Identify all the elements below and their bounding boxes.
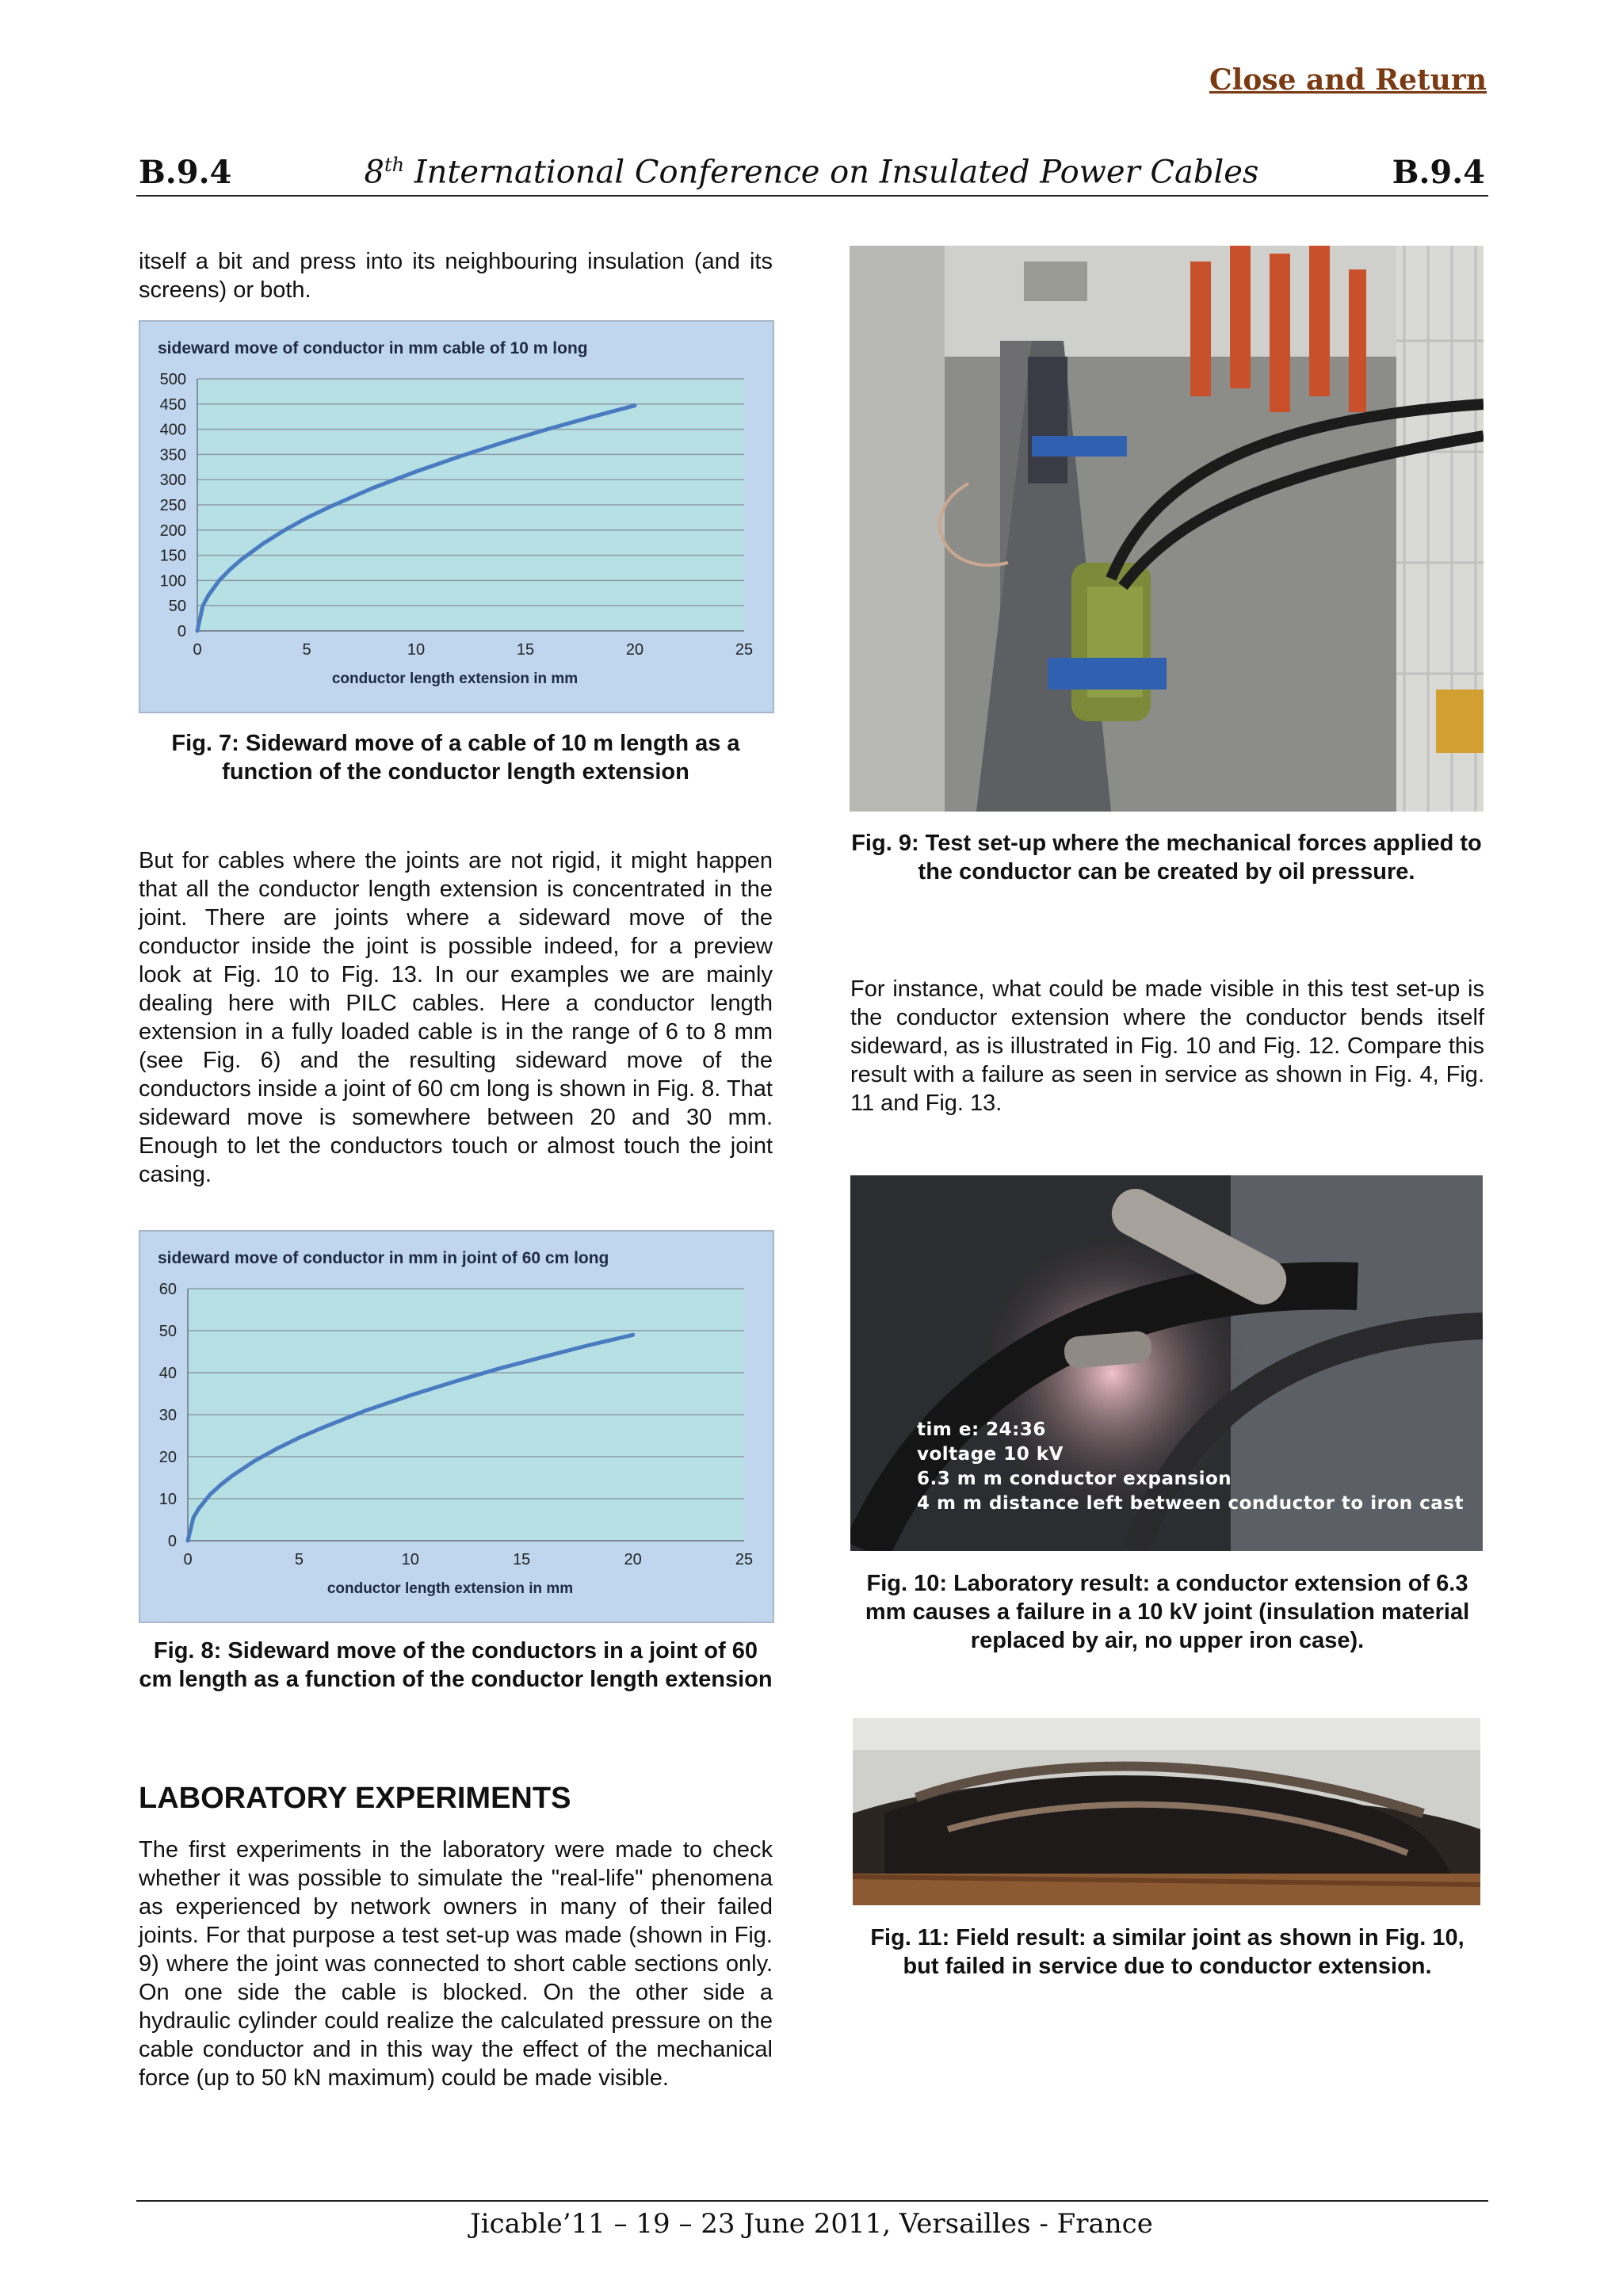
section-heading: LABORATORY EXPERIMENTS	[139, 1782, 571, 1815]
y-tick-label: 400	[159, 421, 186, 439]
x-axis-label: conductor length extension in mm	[327, 1580, 574, 1597]
close-and-return-link[interactable]: Close and Return	[1209, 63, 1487, 97]
x-tick-label: 10	[401, 1551, 419, 1568]
x-tick-label: 15	[516, 641, 535, 659]
title-rest: International Conference on Insulated Power Cables	[404, 154, 1259, 191]
fig7-caption: Fig. 7: Sideward move of a cable of 10 m length as a function of the conductor length extension	[171, 731, 740, 785]
footer-conference-info: Jicable’11 – 19 – 23 June 2011, Versailles - France	[470, 2208, 1153, 2240]
title-ordinal-suffix: th	[384, 154, 405, 176]
title-ordinal: 8	[364, 154, 384, 191]
y-tick-label: 150	[159, 547, 186, 565]
y-tick-label: 0	[167, 1533, 177, 1550]
chart-title: sideward move of conductor in mm cable of 10 m long	[158, 339, 588, 357]
x-tick-label: 10	[407, 641, 426, 659]
fig7-chart	[139, 320, 774, 713]
fig8-chart-svg	[140, 1232, 773, 1622]
overlay-voltage: voltage 10 kV	[917, 1444, 1064, 1465]
header-conference-title	[0, 154, 1623, 190]
fig10-photo	[850, 1175, 1483, 1551]
x-tick-label: 20	[625, 641, 644, 659]
x-tick-label: 20	[624, 1551, 642, 1568]
fig11-photo	[853, 1718, 1480, 1905]
y-tick-label: 300	[159, 472, 186, 490]
overlay-expansion: 6.3 m m conductor expansion	[917, 1469, 1232, 1489]
y-tick-label: 250	[159, 497, 186, 514]
overlay-time: tim e: 24:36	[917, 1419, 1046, 1440]
chart-title: sideward move of conductor in mm in joint of 60 cm long	[158, 1249, 609, 1267]
fig7-chart-svg	[140, 322, 773, 712]
y-tick-label: 40	[158, 1365, 177, 1382]
fig11-caption: Fig. 11: Field result: a similar joint as shown in Fig. 10, but failed in service due to conductor extension.	[870, 1925, 1465, 1979]
header-divider	[136, 195, 1488, 197]
paragraph-laboratory: The first experiments in the laboratory were made to check whether it was possible to simulate the "real-life" phenomena as experienced by network owners in many of their failed joints. For that purpose a test set-up was made (shown in Fig. 9) where the joint was connected to short cable sections only. On one side the cable is blocked. On the other side a hydraulic cylinder could realize the calculated pressure on the cable conductor and in this way the effect of the mechanical force (up to 50 kN maximum) could be made visible.	[139, 1837, 773, 2091]
x-tick-label: 15	[513, 1551, 531, 1568]
x-tick-label: 0	[193, 641, 202, 659]
paragraph-continued: itself a bit and press into its neighbouring insulation (and its screens) or both.	[139, 249, 773, 303]
y-tick-label: 450	[159, 395, 186, 414]
header-code-right: B.9.4	[1392, 154, 1485, 191]
fig10-caption: Fig. 10: Laboratory result: a conductor extension of 6.3 mm causes a failure in a 10 kV joint (insulation material replaced by air, no upper iron case).	[865, 1571, 1470, 1653]
footer-divider	[136, 2200, 1488, 2202]
fig11-field-failure-image	[853, 1718, 1480, 1905]
header-code-left: B.9.4	[139, 154, 232, 191]
y-tick-label: 500	[159, 371, 186, 388]
y-tick-label: 30	[158, 1407, 177, 1424]
y-tick-label: 0	[177, 623, 186, 640]
y-tick-label: 50	[158, 1323, 177, 1340]
fig8-chart	[139, 1230, 774, 1623]
fig10-overlay-text	[917, 1418, 1464, 1516]
x-tick-label: 25	[735, 1551, 754, 1568]
paragraph-for-instance: For instance, what could be made visible in this test set-up is the conductor extension where the conductor bends itself sideward, as is illustrated in Fig. 10 and Fig. 12. Compare this result with a failure as seen in service as shown in Fig. 4, Fig. 11 and Fig. 13.	[850, 976, 1484, 1116]
y-tick-label: 350	[159, 446, 186, 464]
y-tick-label: 20	[158, 1449, 177, 1466]
overlay-distance: 4 m m distance left between conductor to iron cast	[917, 1493, 1464, 1514]
x-tick-label: 0	[183, 1551, 193, 1568]
y-tick-label: 200	[159, 521, 186, 540]
x-tick-label: 5	[294, 1551, 304, 1568]
y-tick-label: 50	[168, 598, 186, 616]
fig9-caption: Fig. 9: Test set-up where the mechanical forces applied to the conductor can be created by oil pressure.	[851, 831, 1482, 884]
y-tick-label: 100	[159, 572, 186, 590]
y-tick-label: 60	[158, 1281, 177, 1298]
x-axis-label: conductor length extension in mm	[331, 670, 579, 687]
fig9-test-setup-image	[850, 246, 1484, 812]
paragraph-joints: But for cables where the joints are not rigid, it might happen that all the conductor length extension is concentrated in the joint. There are joints where a sideward move of the conductor inside the joint is possible indeed, for a preview look at Fig. 10 to Fig. 13. In our examples we are mainly dealing here with PILC cables. Here a conductor length extension in a fully loaded cable is in the range of 6 to 8 mm (see Fig. 6) and the resulting sideward move of the conductors inside a joint of 60 cm long is shown in Fig. 8. That sideward move is somewhere between 20 and 30 mm. Enough to let the conductors touch or almost touch the joint casing.	[139, 848, 773, 1187]
fig8-caption: Fig. 8: Sideward move of the conductors in a joint of 60 cm length as a function of the conductor length extension	[139, 1638, 773, 1692]
x-tick-label: 25	[735, 641, 754, 659]
y-tick-label: 10	[158, 1491, 177, 1508]
fig9-photo	[850, 246, 1484, 812]
x-tick-label: 5	[302, 641, 311, 659]
